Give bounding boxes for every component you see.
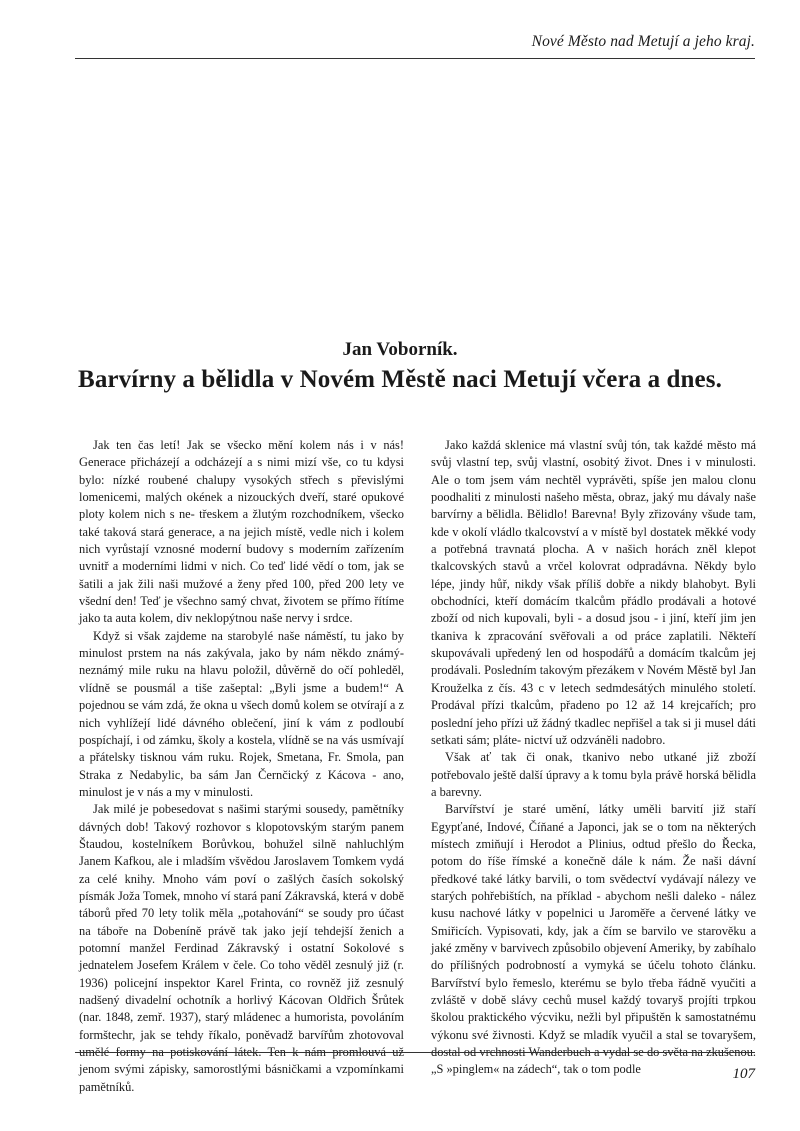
paragraph: Když si však zajdeme na starobylé naše náměstí, tu jako by minulost prstem na nás zakývala, jako by nám někdo známý-neznámý mile ruku na hlavu položil, důvěrně do očí pohleděl, vlídně se pousmál a tiše zašeptal: „Byli jsme a budem!“ A pojednou se vám zdá, že okna u všech domů kolem se otvírají a z nich vyhlížejí lidé dávného oblečení, jiní k vám z podloubí pospíchají, i od zámku, školy a kostela, vlídně se na vás usmívají a přátelsky tisknou vám ruku. Rojek, Smetana, Fr. Smola, pan Straka z Nedabylic, ba sám Jan Černčický z Kácova - ano, minulost je v nás a my v minulosti.: [79, 628, 404, 799]
article-title: Barvírny a bělidla v Novém Městě naci Metují včera a dnes.: [78, 366, 722, 393]
article-author: Jan Voborník.: [342, 339, 458, 360]
paragraph: Však ať tak či onak, tkanivo nebo utkané již zboží potřebovalo ještě další úpravy a k tomu byla právě horská bělidla a barevny.: [431, 750, 756, 799]
page-number: 107: [732, 1066, 755, 1082]
left-column: [79, 437, 404, 1096]
paragraph: Barvířství je staré umění, látky uměli barvití již staří Egypťané, Indové, Číňané a Japonci, jak se o tom na některých místech zmiňují i Herodot a Plinius, odtud přešlo do Řecka, potom do říše římské a konečně dále k nám. Že naši dávní předkové také látky barvili, o tom svědectví vydávají nálezy ve starých pohřebištích, na příklad - abychom nešli daleko - nález kusu nachové látky v popelnici u Jaroměře a červené látky ve Smiřicích. Vypisovati, kdy, jak a čím se barvilo ve starověku a jaké změny v barvivech způsobilo objevení Ameriky, by zabíhalo do přílišných podrobností a vymyká se účelu tohoto článku. Barvířství bylo řemeslo, kterému se bylo třeba řádně vyučiti a zvláště v době slávy cechů musel každý tovaryš projíti trpkou školou praktického výcviku, nežli byl připuštěn k samostatnému výkonu své živnosti. Když se mladík vyučil a stal se tovaryšem, dostal od vrchnosti Wanderbuch a vydal se do světa na zkušenou. „S »pinglem« na zádech“, tak o tom podle: [431, 802, 756, 1077]
running-header: Nové Město nad Metují a jeho kraj.: [531, 33, 755, 50]
paragraph: Jako každá sklenice má vlastní svůj tón, tak každé město má svůj vlastní tep, svůj vlastní, osobitý život. Dnes i v minulosti. Ale o tom jsem vám nechtěl vyprávěti, spíše jen malou clonu poodhaliti z minulosti našeho města, obraz, jaký mu dávaly naše barvírny a bělidla. Bělidlo! Barevna! Byly zřizovány všude tam, kde v okolí vládlo tkalcovství a v místě byl dostatek měkké vody a potřebná travnatá plocha. A v našich horách zněl klepot tkalcovských stavů a vrčel kolovrat odpradávna. Někdy bylo lépe, jindy hůř, nikdy však příliš dobře a nikdy blahobyt. Byli obchodníci, kteří domácím tkalcům přádlo prodávali a hotové zboží od nich kupovali, byli - a dosud jsou - i jiní, kteří jim jen tkaniva k zpracování svěřovali a od práce zaplatili. Někteří skupovávali upředený len od hospodářů a domácím tkalcům jej prodávali. Posledním takovým přezákem v Novém Městě byl Jan Krouželka z čís. 43 c v letech sedmdesátých minulého století. Prodával přízi tkalcům, přadeno po 12 až 14 krejcařích; pro poslední jeho přízi už žádný tkadlec nepřišel a tak si ji musel dáti setkati sám; pláte- nictví už odzváněli nadobro.: [431, 438, 756, 747]
paragraph: Jak ten čas letí! Jak se všecko mění kolem nás i v nás! Generace přicházejí a odcházejí a s nimi mizí vše, co tu kdysi bylo: nízké roubené chalupy vysokých střech s převislými lomenicemi, malých okének a nizouckých dveří, staré opukové ploty kolem nich s ne- třeskem a žlutým rozchodníkem, všecko také taková stará generace, a na jejich místě, vedle nich i kolem nich vyrůstají vznosné moderní budovy s moderním zařízením uvnitř a moderními lidmi v nich. Co teď lidé vědí o tom, jak se šatili a jak žili naši mužové a ženy před 100, před 200 lety ve všední den! Teď je všechno samý chvat, životem se přímo řítíme jako ta auta kolem, div neklopýtnou naše nervy i srdce.: [79, 438, 404, 626]
paragraph: Jak milé je pobesedovat s našimi starými sousedy, pamětníky dávných dob! Takový rozhovor s klopotovským starým panem Štaudou, kostelníkem Borůvkou, bohužel silně nahluchlým Janem Kafkou, ale i mladším všvědou Jaroslavem Tomkem vydá za celé knihy. Mnoho vám poví o zašlých časích sokolský písmák Joža Tomek, mnoho ví stará paní Zákravská, která v době táborů před 70 lety tolik měla „potahování“ se soudy pro účast na táboře na Dobeníně právě tak jako její tehdejší ženich a potomní manžel Ferdinad Zákravský i ostatní Sokolové s jednatelem Josefem Králem v čele. Co toho věděl zesnulý již (r. 1936) policejní inspektor Karel Frinta, co rovněž již zesnulý nadšený divadelní ochotník a horlivý Kácovan Oldřich Šrůtek (nar. 1848, zemř. 1937), starý mládenec a humorista, povoláním formštechr, jak se tehdy říkalo, poněvadž barvířům zhotovoval umělé formy na potiskování látek. Ten k nám promlouvá už jenom svými zápisky, samorostlými básničkami a vzpomínkami pamětníků.: [79, 802, 404, 1094]
right-column: [431, 437, 756, 1079]
footer-rule: [75, 1052, 755, 1053]
header-rule: [75, 58, 755, 59]
